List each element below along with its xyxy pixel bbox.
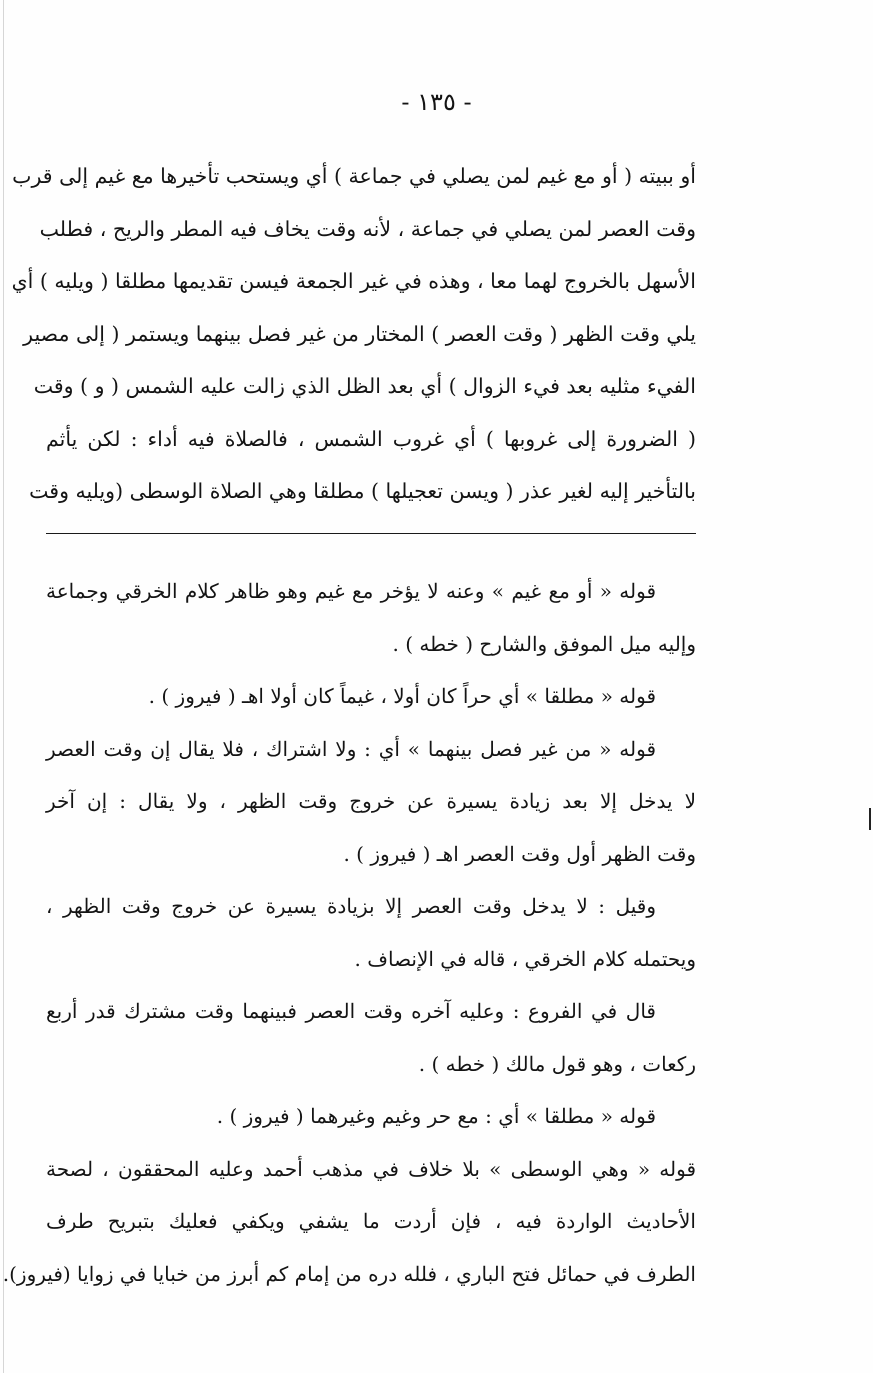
main-text-line: أو ببيته ( أو مع غيم لمن يصلي في جماعة ) أي ويستحب تأخيرها مع غيم إلى قرب [12, 164, 696, 188]
footnote-line: الطرف في حمائل فتح الباري ، فلله دره من إمام كم أبرز من خبايا في زوايا (فيروز). [2, 1261, 696, 1286]
footnote-line: ويحتمله كلام الخرقي ، قاله في الإنصاف . [354, 946, 696, 971]
footnote-line: قوله « من غير فصل بينهما » أي : ولا اشتراك ، فلا يقال إن وقت العصر [46, 736, 656, 761]
footnote-line: لا يدخل إلا بعد زيادة يسيرة عن خروج وقت الظهر ، ولا يقال : إن آخر [46, 789, 696, 813]
main-text-line: وقت العصر لمن يصلي في جماعة ، لأنه وقت يخاف فيه المطر والريح ، فطلب [39, 216, 696, 241]
footnote-line: قوله « أو مع غيم » وعنه لا يؤخر مع غيم وهو ظاهر كلام الخرقي وجماعة [46, 579, 656, 603]
footnote-line: قوله « مطلقا » أي حراً كان أولا ، غيماً كان أولا اهـ ( فيروز ) . [148, 684, 656, 708]
footnote-line: وإليه ميل الموفق والشارح ( خطه ) . [392, 631, 696, 656]
footnote-line: وقت الظهر أول وقت العصر اهـ ( فيروز ) . [343, 841, 696, 866]
main-text-line: الأسهل بالخروج لهما معا ، وهذه في غير الجمعة فيسن تقديمها مطلقا ( ويليه ) أي [11, 269, 696, 293]
footnote-line: قال في الفروع : وعليه آخره وقت العصر فبينهما وقت مشترك قدر أربع [46, 999, 656, 1023]
main-text-line: الفيء مثليه بعد فيء الزوال ) أي بعد الظل الذي زالت عليه الشمس ( و ) وقت [33, 374, 696, 398]
margin-mark [869, 808, 871, 830]
footnote-line: ركعات ، وهو قول مالك ( خطه ) . [418, 1051, 696, 1076]
footnote-line: قوله « وهي الوسطى » بلا خلاف في مذهب أحمد وعليه المحققون ، لصحة [46, 1156, 696, 1181]
footnotes-block [2, 565, 696, 1300]
main-text-line: ( الضرورة إلى غروبها ) أي غروب الشمس ، فالصلاة فيه أداء : لكن يأثم [46, 426, 696, 451]
main-text-block [11, 150, 696, 518]
page-number: - ١٣٥ - [401, 88, 472, 116]
footnote-line: قوله « مطلقا » أي : مع حر وغيم وغيرهما ( فيروز ) . [216, 1104, 656, 1128]
main-text-line: يلي وقت الظهر ( وقت العصر ) المختار من غير فصل بينهما ويستمر ( إلى مصير [23, 321, 696, 346]
footnote-separator-rule [46, 533, 696, 534]
main-text-line: بالتأخير إليه لغير عذر ( ويسن تعجيلها ) مطلقا وهي الصلاة الوسطى (ويليه وقت [29, 479, 696, 503]
footnote-line: وقيل : لا يدخل وقت العصر إلا بزيادة يسيرة عن خروج وقت الظهر ، [46, 894, 656, 918]
footnote-line: الأحاديث الواردة فيه ، فإن أردت ما يشفي ويكفي فعليك بتبريح طرف [46, 1209, 696, 1233]
page-edge-line [3, 0, 4, 1373]
